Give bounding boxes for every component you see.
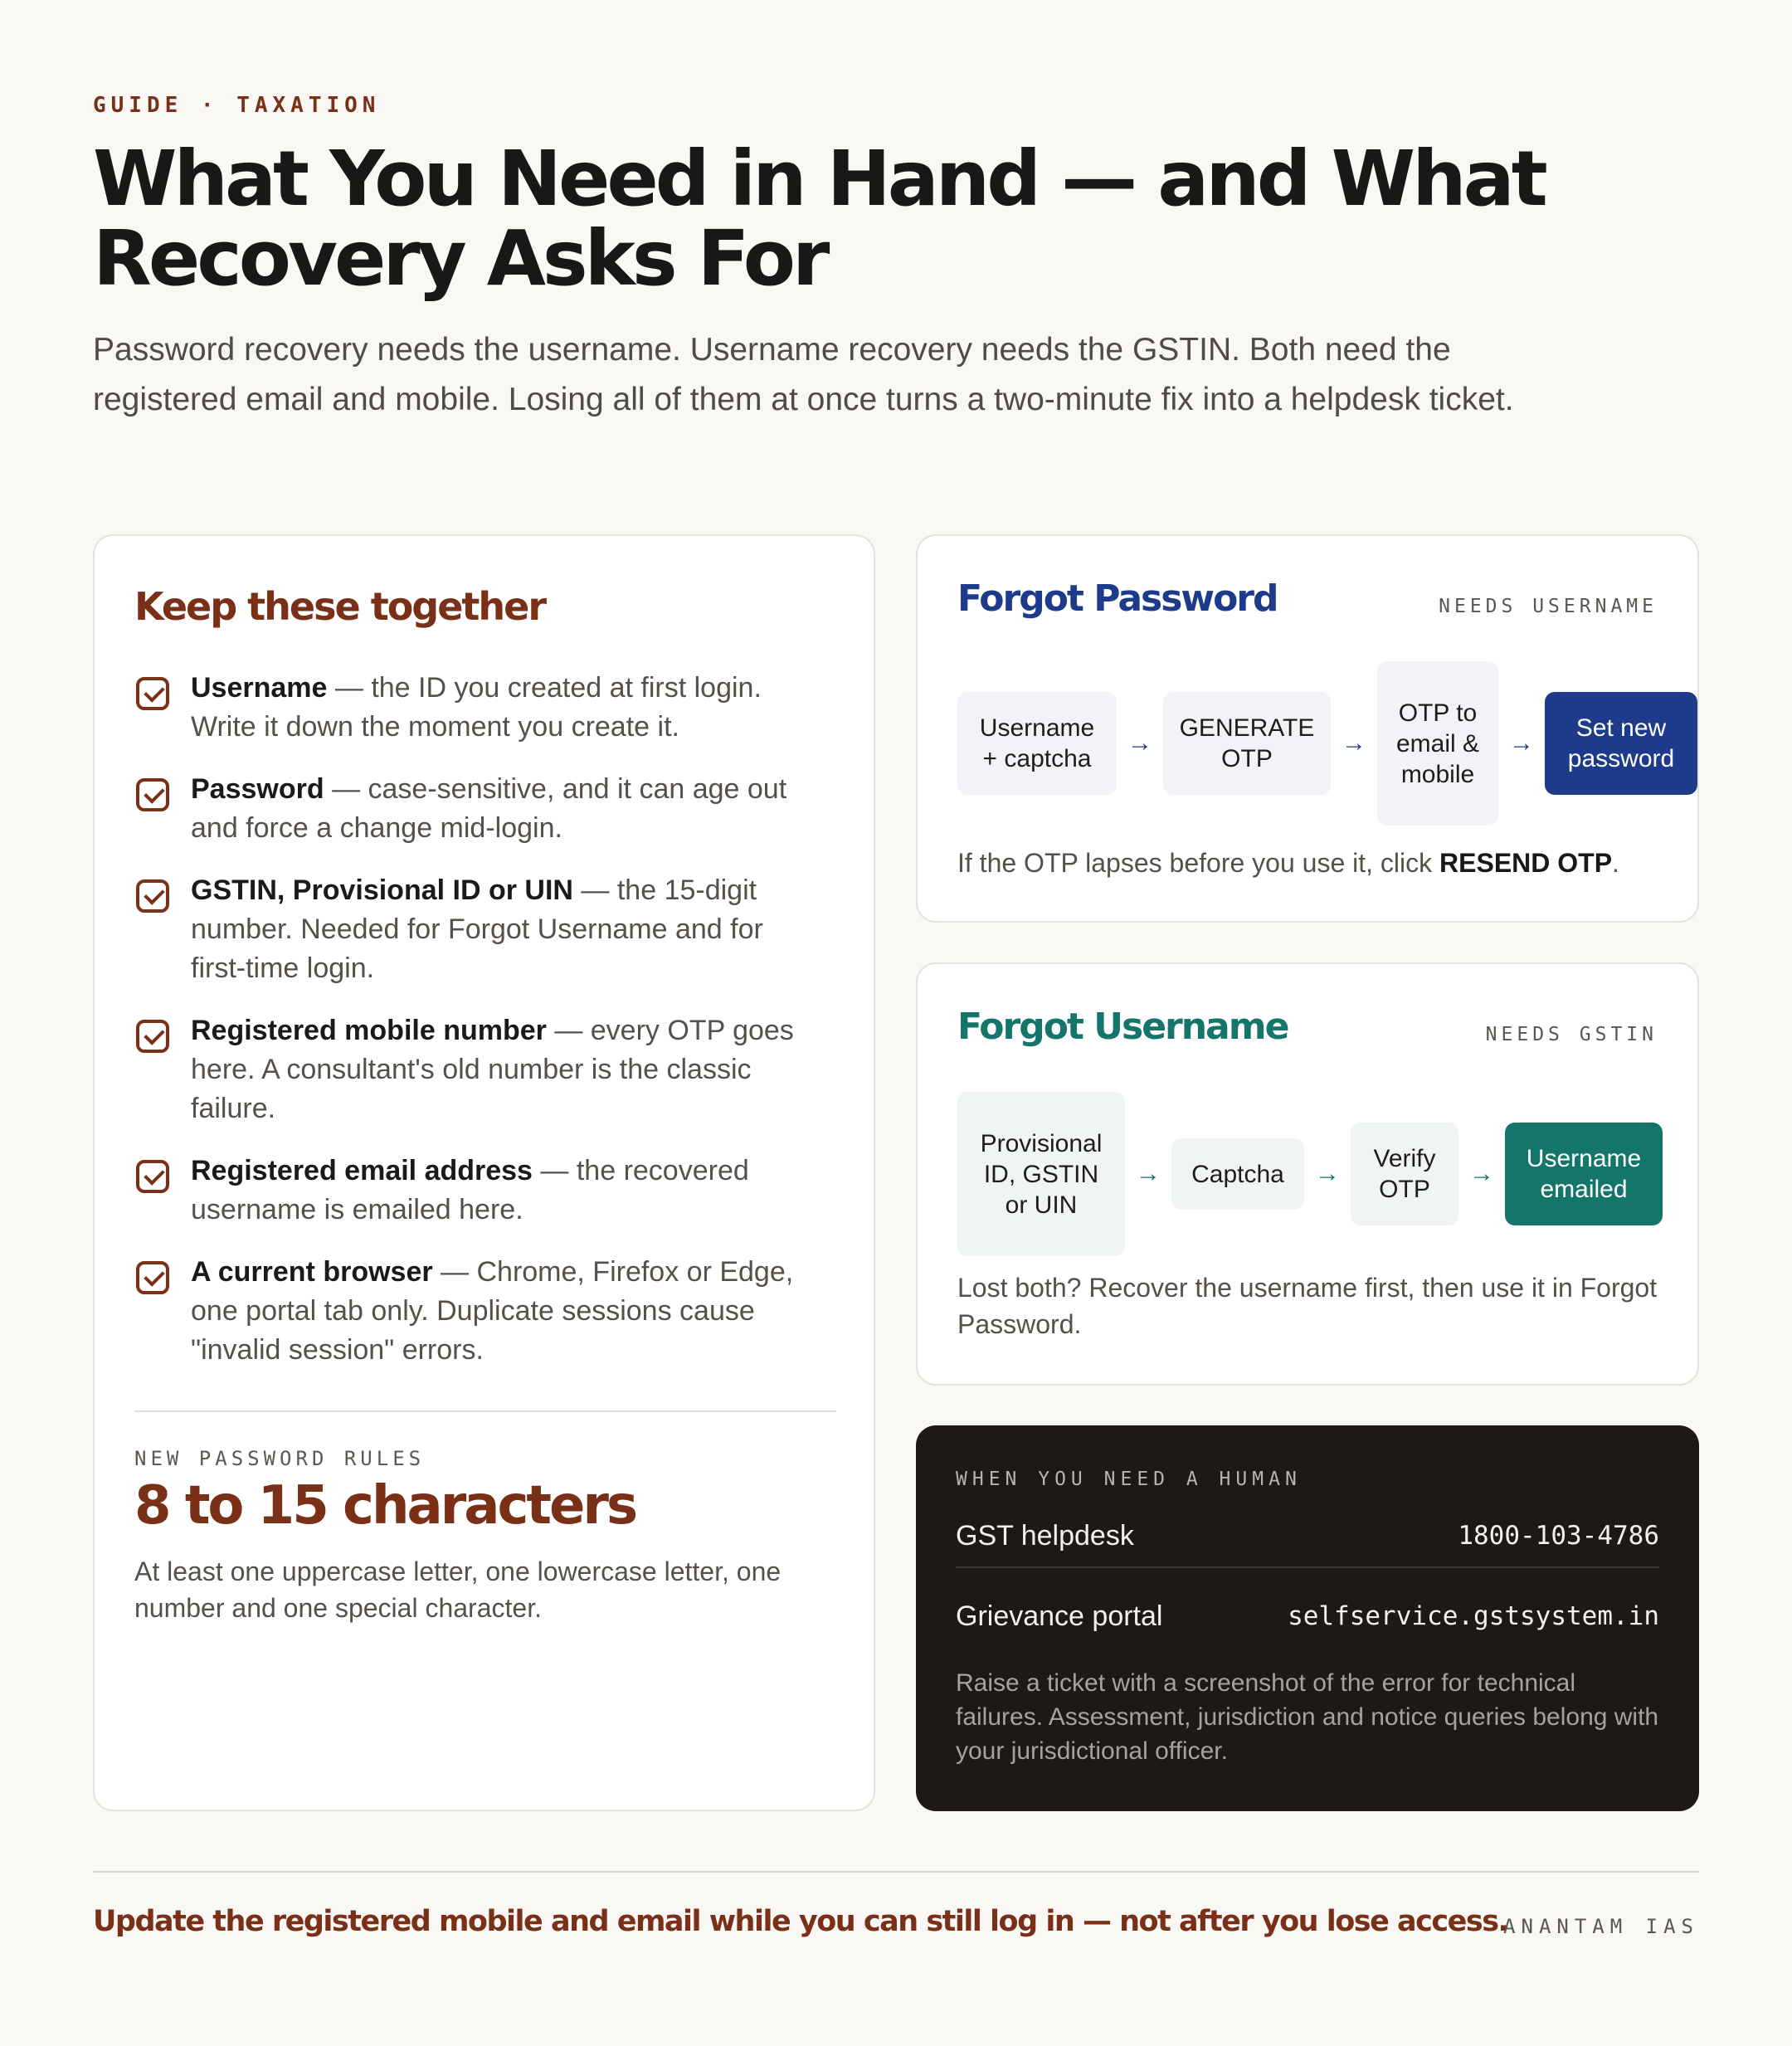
help-text: Raise a ticket with a screenshot of the error for technical failures. Assessment, jurisdiction and notice queries belong with your jurisdictional officer.	[956, 1669, 1659, 1765]
forgot-username-card	[916, 962, 1699, 1386]
checklist-item	[134, 1253, 815, 1370]
help-row	[956, 1586, 1659, 1646]
flow-step: Captcha	[1171, 1138, 1304, 1210]
flow-step: Username + captcha	[957, 692, 1117, 795]
footer-divider	[93, 1871, 1699, 1873]
arrow-right-icon: →	[1509, 729, 1534, 757]
checklist-text: — the 15-digit number. Needed for Forgot Username and for first-time login.	[191, 874, 763, 984]
checklist-item	[134, 770, 815, 848]
flow-step-final: Username emailed	[1505, 1123, 1663, 1225]
checklist-text: — the recovered username is emailed here.	[191, 1155, 749, 1225]
password-rules-text: At least one uppercase letter, one lowercase letter, one number and one special character.	[134, 1556, 782, 1623]
checkbox-checked-icon	[136, 1261, 169, 1294]
flow-step: GENERATE OTP	[1163, 692, 1331, 795]
checkbox-checked-icon	[136, 778, 169, 811]
keep-heading: Keep these together	[134, 584, 546, 629]
arrow-right-icon: →	[1469, 1160, 1494, 1187]
needs-badge: NEEDS GSTIN	[1485, 1024, 1658, 1045]
checklist-term: Registered mobile number	[191, 1015, 547, 1046]
checklist-term: A current browser	[191, 1256, 433, 1288]
footer-callout: Update the registered mobile and email while you can still log in — not after you lose access.	[93, 1905, 1508, 1938]
checklist-term: Registered email address	[191, 1155, 533, 1186]
checklist-text: — Chrome, Firefox or Edge, one portal tab only. Duplicate sessions cause "invalid session" errors.	[191, 1256, 794, 1366]
checklist-text: — case-sensitive, and it can age out and force a change mid-login.	[191, 773, 787, 844]
help-name: Grievance portal	[956, 1600, 1163, 1632]
checkbox-checked-icon	[136, 1020, 169, 1053]
flow-step: Provisional ID, GSTIN or UIN	[957, 1092, 1125, 1256]
checkbox-checked-icon	[136, 879, 169, 913]
helpdesk-card	[916, 1425, 1699, 1811]
arrow-right-icon: →	[1127, 729, 1152, 757]
help-row	[956, 1508, 1659, 1568]
checklist-item	[134, 669, 815, 747]
forgot-password-title: Forgot Password	[957, 577, 1278, 620]
checklist-term: Username	[191, 672, 328, 704]
checkbox-checked-icon	[136, 677, 169, 710]
checklist-text: — the ID you created at first login. Write it down the moment you create it.	[191, 672, 762, 743]
checkbox-checked-icon	[136, 1160, 169, 1193]
help-name: GST helpdesk	[956, 1519, 1134, 1552]
checklist-item	[134, 871, 815, 988]
flow-step: Verify OTP	[1351, 1123, 1458, 1225]
checklist-term: Password	[191, 773, 324, 805]
flow-note	[957, 845, 1671, 881]
password-rules-label: NEW PASSWORD RULES	[134, 1447, 426, 1470]
checklist-term: GSTIN, Provisional ID or UIN	[191, 874, 573, 906]
flow-step-final: Set new password	[1545, 692, 1697, 795]
note-text: .	[1612, 848, 1619, 878]
footer-brand: ANANTAM IAS	[1503, 1915, 1699, 1938]
keep-together-card	[93, 534, 875, 1811]
flow-step: OTP to email & mobile	[1377, 661, 1498, 826]
eyebrow: GUIDE · TAXATION	[93, 93, 381, 118]
forgot-password-card	[916, 534, 1699, 923]
flow-steps	[957, 660, 1697, 826]
resend-otp-label: RESEND OTP	[1439, 848, 1613, 878]
flow-note: Lost both? Recover the username first, then use it in Forgot Password.	[957, 1273, 1658, 1339]
page-title: What You Need in Hand — and What Recovery Asks For	[93, 134, 1545, 303]
needs-badge: NEEDS USERNAME	[1439, 596, 1658, 617]
helpdesk-phone[interactable]: 1800-103-4786	[1458, 1521, 1659, 1551]
flow-steps	[957, 1089, 1663, 1259]
page-lede: Password recovery needs the username. Username recovery needs the GSTIN. Both need the registered email and mobile. Losing all of them at once turns a two-minute fix into a helpdesk ticket.	[93, 332, 1514, 417]
checklist	[134, 669, 815, 1393]
note-text: If the OTP lapses before you use it, click	[957, 848, 1440, 878]
arrow-right-icon: →	[1342, 729, 1366, 757]
checklist-item	[134, 1011, 815, 1128]
grievance-portal-link[interactable]: selfservice.gstsystem.in	[1288, 1601, 1659, 1631]
help-label: WHEN YOU NEED A HUMAN	[956, 1469, 1302, 1490]
forgot-username-title: Forgot Username	[957, 1006, 1288, 1048]
password-length-rule: 8 to 15 characters	[134, 1475, 636, 1537]
divider	[134, 1410, 836, 1412]
arrow-right-icon: →	[1136, 1160, 1161, 1187]
arrow-right-icon: →	[1315, 1160, 1340, 1187]
checklist-text: — every OTP goes here. A consultant's old number is the classic failure.	[191, 1015, 794, 1124]
checklist-item	[134, 1152, 815, 1230]
